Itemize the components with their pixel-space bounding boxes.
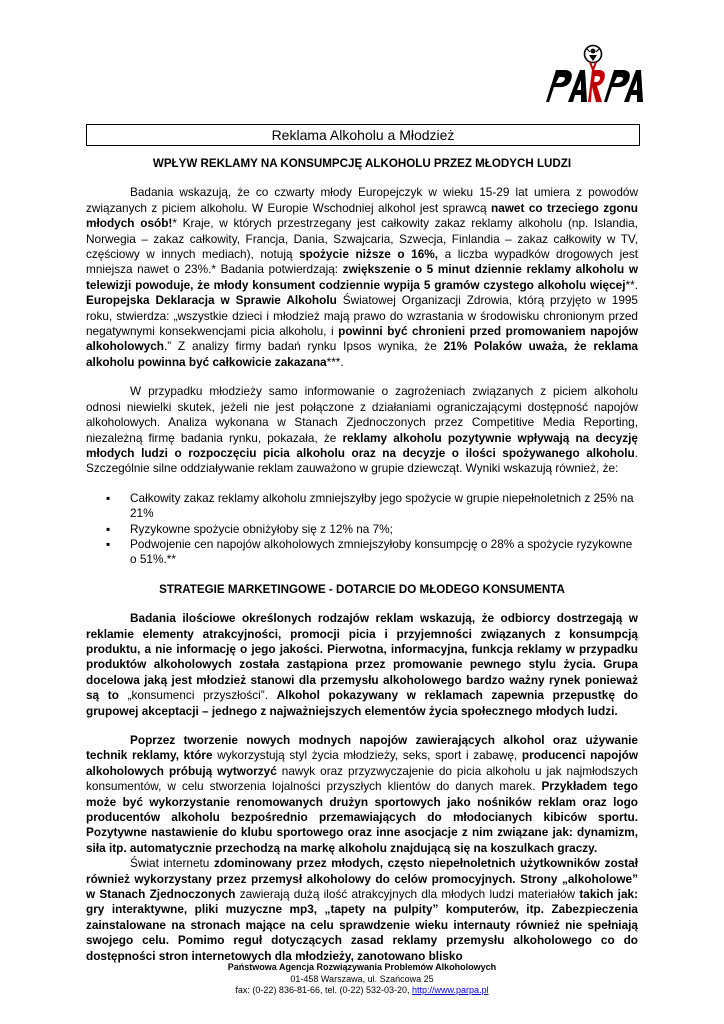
text: . Szczególnie silne oddziaływanie reklam zauważono w grupie dziewcząt. Wyniki wskazują również, że: (86, 445, 638, 476)
bold-text: spożycie niższe o 16%, (299, 247, 439, 262)
page-footer (86, 962, 638, 997)
footer-contact-line (86, 985, 638, 997)
text: „konsumenci przyszłości”. (127, 688, 277, 703)
paragraph (86, 856, 638, 964)
list-item: ▪ Całkowity zakaz reklamy alkoholu zmniejszyłby jego spożycie w grupie niepełnoletnich z 25% na 21% (86, 491, 638, 522)
bold-text: zwiększenie o 5 minut dziennie reklamy alkoholu w telewizji powoduje, że młody konsument codziennie wypija 5 gramów czystego alkoholu więcej (86, 262, 638, 292)
bold-text: 21% Polaków uważa, że reklama alkoholu powinna być całkowicie zakazana (86, 339, 638, 369)
footer-address: 01-458 Warszawa, ul. Szańcowa 25 (290, 973, 434, 984)
parpa-logo-graphic (540, 40, 646, 106)
bold-text: Alkohol pokazywany w reklamach zapewnia przepustkę do grupowej akceptacji – jednego z najważniejszych elementów życia społecznego młodych ludzi. (86, 688, 638, 718)
paragraph (86, 185, 638, 370)
results-list (86, 491, 638, 568)
text: .” Z analizy firmy badań rynku Ipsos wynika, że (164, 339, 444, 354)
bold-text: powinni być chronieni przed promowaniem napojów alkoholowych (86, 324, 638, 354)
parpa-logo (540, 40, 646, 106)
text: Badania wskazują, że co czwarty młody Europejczyk w wieku 15-29 lat umiera z powodów związanych z piciem alkoholu. W Europie Wschodniej alkohol jest sprawcą (86, 185, 638, 215)
paragraph (86, 384, 638, 476)
text: a liczba wypadków drogowych jest mniejsza nawet o 23%.* Badania potwierdzają: (86, 247, 638, 277)
text: Świat internetu (130, 856, 214, 871)
bold-text: Przykładem tego może być wykorzystanie renomowanych drużyn sportowych jako nośników reklam oraz logo producentów alkoholu bezpośrednio przemawiających do młodocianych kibiców sportu. Pozytywne nastawienie do klubu sportowego oraz inne asocjacje z nim związane jak: dynamizm, siła itp. automatycznie przechodzą na markę alkoholu znajdującą się na koszulkach graczy. (86, 779, 638, 855)
bold-text: producenci napojów alkoholowych próbują wytworzyć (86, 748, 638, 778)
section-heading-marketing: STRATEGIE MARKETINGOWE - DOTARCIE DO MŁODEGO KONSUMENTA (159, 582, 565, 596)
list-item: ▪ Podwojenie cen napojów alkoholowych zmniejszyłoby konsumpcję o 28% a spożycie ryzykowne o 51%.** (86, 537, 638, 568)
bold-text: Europejska Deklaracja w Sprawie Alkoholu (86, 293, 337, 308)
bold-text: reklamy alkoholu pozytywnie wpływają na decyzję młodych ludzi o rozpoczęciu picia alkoholu oraz na decyzje o ilości spożywanego alkoholu (86, 430, 638, 460)
bold-text: Poprzez tworzenie nowych modnych napojów zawierających alkohol oraz używanie technik reklamy, które (86, 733, 638, 763)
document-title: Reklama Alkoholu a Młodzież (86, 124, 640, 146)
text: W przypadku młodzieży samo informowanie o zagrożeniach związanych z piciem alkoholu odnosi niewielki skutek, jeżeli nie jest połączone z działaniami ograniczającymi dostępność napojów alkoholowych. Analiza wykonana w Stanach Zjednoczonych przez Competitive Media Reporting, niezależną firmę badania rynku, pokazała, że (86, 384, 638, 445)
paragraph (86, 611, 638, 719)
text: * Kraje, w których przestrzegany jest całkowity zakaz reklamy alkoholu (np. Islandia, Norwegia – zakaz całkowity, Francja, Dania, Szwajcaria, Szwecja, Finlandia – zakaz całkowity w TV, częściowy w innych mediach), notują (86, 216, 638, 262)
text: ***. (326, 354, 344, 369)
bold-text: nawet co trzeciego zgonu młodych osób! (86, 200, 639, 231)
text: **. (625, 277, 638, 292)
section-heading-impact: WPŁYW REKLAMY NA KONSUMPCJĘ ALKOHOLU PRZEZ MŁODYCH LUDZI (152, 157, 572, 170)
text: nawyk oraz przyzwyczajenie do picia alkoholu u jak najmłodszych konsumentów, w celu stworzenia lojalności przyszłych klientów do danych marek. (86, 763, 638, 794)
footer-contact: fax: (0-22) 836-81-66, tel. (0-22) 532-03-20, (235, 985, 413, 995)
document-body (86, 156, 638, 964)
website-link[interactable]: http://www.parpa.pl (412, 985, 489, 995)
text: zawierają dużą ilość atrakcyjnych dla młodych ludzi materiałów (235, 887, 580, 902)
bold-text: takich jak: gry interaktywne, pliki muzyczne mp3, „tapety na pulpity” komputerów, itp. Zabezpieczenia zainstalowane na stronach mające na celu sprawdzenie wieku internauty również nie spełniają swojego celu. Pomimo reguł dotyczących zasad reklamy przemysłu alkoholowego co do dostępności stron internetowych dla młodzieży, zanotowano blisko (86, 887, 639, 963)
paragraph (86, 733, 638, 856)
bold-text: Badania ilościowe określonych rodzajów reklam wskazują, że odbiorcy dostrzegają w reklamie elementy atrakcyjności, promocji picia i przyjemności związanych z konsumpcją produktu, a nie informację o jego jakości. Pierwotna, informacyjna, funkcja reklamy w przypadku produktów alkoholowych została zastąpiona przez promowanie pewnego stylu życia. Grupa docelowa jaką jest młodzież stanowi dla przemysłu alkoholowego bardzo ważny rynek ponieważ są to (86, 611, 638, 703)
footer-org: Państwowa Agencja Rozwiązywania Problemów Alkoholowych (227, 962, 497, 972)
text: wykorzystują styl życia młodzieży, seks, sport i zabawę, (212, 748, 522, 763)
list-item: ▪ Ryzykowne spożycie obniżyłoby się z 12% na 7%; (86, 522, 638, 537)
bold-text: zdominowany przez młodych, często niepełnoletnich użytkowników został również wykorzystany przez przemysł alkoholowy do celów promocyjnych. Strony „alkoholowe” w Stanach Zjednoczonych (86, 856, 639, 902)
text: Światowej Organizacji Zdrowia, którą przyjęto w 1995 roku, stwierdza: „wszystkie dzieci i młodzież mają prawo do wzrastania w środowisku chronionym przed negatywnymi konsekwencjami picia alkoholu, i (86, 293, 638, 339)
